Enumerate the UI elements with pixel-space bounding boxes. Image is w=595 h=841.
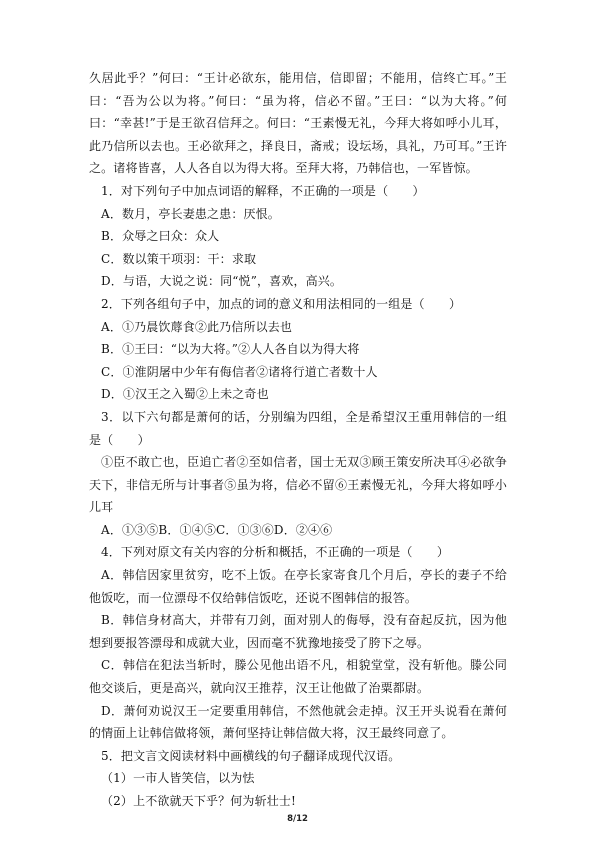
question-2-option-c: C．①淮阴屠中少年有侮信者②诸将行道亡者数十人 <box>101 364 378 379</box>
question-3-stem: 3．以下六句都是萧何的话，分别编为四组，全是希望汉王重用韩信的一组是（ ） <box>89 409 507 447</box>
passage-paragraph: 久居此乎？”何曰：“王计必欲东，能用信，信即留；不能用，信终亡耳。”王曰：“吾为公以为将。”何曰：“虽为将，信必不留。”王曰：“以为大将。”何曰：“幸甚!”于是王欲召信拜之。何曰：“王素慢无礼，今拜大将如呼小儿耳，此乃信所以去也。王必欲拜之，择良日，斋戒；设坛场，具礼，乃可耳。”王许之。诸将皆喜，人人各自以为得大将。至拜大将，乃韩信也，一军皆惊。 <box>89 71 507 176</box>
question-1-option-b: B．众辱之曰众：众人 <box>101 229 220 244</box>
question-4-option-a: A．韩信因家里贫穷，吃不上饭。在亭长家寄食几个月后，亭长的妻子不给他饭吃，而一位漂母不仅给韩信饭吃，还说不图韩信的报答。 <box>89 568 507 605</box>
question-2-option-d: D．①汉王之入蜀②上未之奇也 <box>101 387 269 402</box>
question-4-option-b: B．韩信身材高大，并带有刀剑，面对别人的侮辱，没有奋起反抗，因为他想到要报答漂母和成就大业，因而毫不犹豫地接受了胯下之辱。 <box>89 613 507 650</box>
question-5-stem: 5．把文言文阅读材料中画横线的句子翻译成现代汉语。 <box>101 748 401 763</box>
question-2-option-b: B．①王曰：“以为大将。”②人人各自以为得大将 <box>101 342 360 357</box>
question-3-choices: A．①③⑤B．①④⑤C．①③⑥D．②④⑥ <box>101 522 333 537</box>
question-1-option-a: A．数月，亭长妻患之患：厌恨。 <box>101 206 280 221</box>
question-1-stem: 1．对下列句子中加点词语的解释，不正确的一项是（ ） <box>101 183 425 198</box>
question-1-option-c: C．数以策干项羽：干：求取 <box>101 251 257 266</box>
question-4-stem: 4．下列对原文有关内容的分析和概括，不正确的一项是（ ） <box>101 545 449 560</box>
question-3-sentences: ①臣不敢亡也，臣追亡者②至如信者，国士无双③顾王策安所决耳④必欲争天下，非信无所与计事者⑤虽为将，信必不留⑥王素慢无礼，今拜大将如呼小儿耳 <box>89 455 507 515</box>
question-2-option-a: A．①乃晨饮蓐食②此乃信所以去也 <box>101 319 293 334</box>
question-2-stem: 2．下列各组句子中，加点的词的意义和用法相同的一组是（ ） <box>101 296 462 311</box>
document-body <box>89 67 507 813</box>
question-1-option-d: D．与语，大说之说：同“悦”，喜欢，高兴。 <box>101 274 343 289</box>
question-5-item-1: （1）一市人皆笑信，以为怯 <box>101 771 255 786</box>
question-4-option-c: C．韩信在犯法当斩时，滕公见他出语不凡，相貌堂堂，没有斩他。滕公同他交谈后，更是高兴，就向汉王推荐，汉王让他做了治粟都尉。 <box>89 658 507 696</box>
question-5-item-2: （2）上不欲就天下乎？何为斩壮士! <box>101 794 297 808</box>
question-4-option-d: D．萧何劝说汉王一定要重用韩信，不然他就会走掉。汉王开头说看在萧何的情面上让韩信做将领，萧何坚持让韩信做大将，汉王最终同意了。 <box>89 703 507 741</box>
page-number: 8/12 <box>287 814 308 824</box>
